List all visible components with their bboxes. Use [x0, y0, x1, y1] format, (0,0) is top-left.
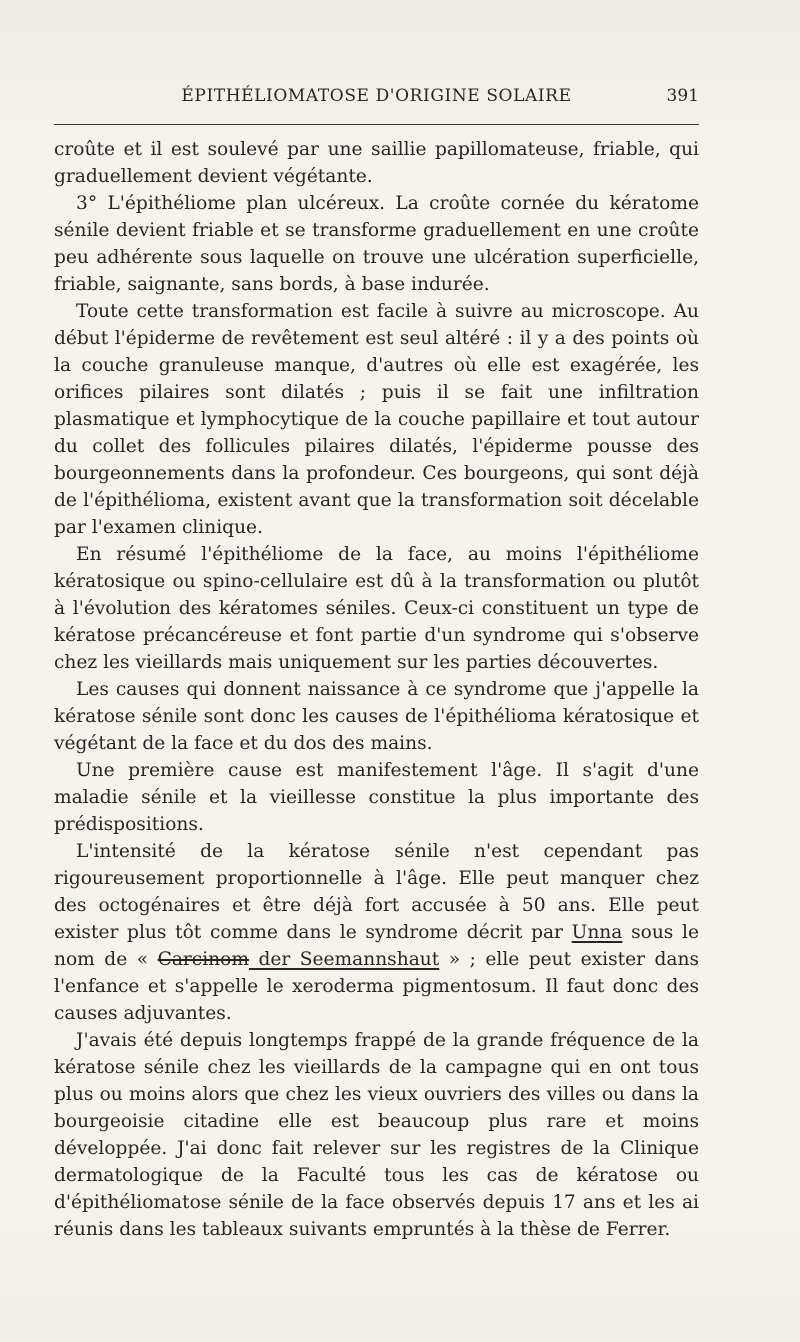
paragraph-2: 3° L'épithéliome plan ulcéreux. La croûte cornée du kératome sénile devient friable et se transforme graduellement en une croûte peu adhérente sous laquelle on trouve une ulcération superficielle, friable, saignante, sans bords, à base indurée. [54, 193, 699, 295]
header-rule [54, 124, 699, 125]
paragraph-8: J'avais été depuis longtemps frappé de la grande fréquence de la kératose sénile chez les vieillards de la campagne qui en ont tous plus ou moins alors que chez les vieux ouvriers des villes ou dans la bourgeoisie citadine elle est beaucoup plus rare et moins développée. J'ai donc fait relever sur les registres de la Clinique dermatologique de la Faculté tous les cas de kératose ou d'épithéliomatose sénile de la face observés depuis 17 ans et les ai réunis dans les tableaux suivants empruntés à la thèse de Ferrer. [54, 1030, 699, 1240]
author-name-unna: Unna [571, 922, 623, 943]
body-text [54, 136, 699, 1243]
paragraph-4: En résumé l'épithéliome de la face, au moins l'épithéliome kératosique ou spino-cellulaire est dû à la transformation ou plutôt à l'évolution des kératomes séniles. Ceux-ci constituent un type de kératose précancéreuse et font partie d'un syndrome qui s'observe chez les vieillards mais uniquement sur les parties découvertes. [54, 544, 699, 673]
term-seemannshaut: der Seemannshaut [248, 949, 440, 970]
paragraph-7-part-1: L'intensité de la kératose sénile n'est cependant pas rigoureusement proportionnelle à l'âge. Elle peut manquer chez des octogénaires et être déjà fort accusée à 50 ans. Elle peut exister plus tôt comme dans le syndrome décrit par [54, 841, 699, 943]
paragraph-5: Les causes qui donnent naissance à ce syndrome que j'appelle la kératose sénile sont donc les causes de l'épithélioma kératosique et végétant de la face et du dos des mains. [54, 679, 699, 754]
paragraph-1: croûte et il est soulevé par une saillie papillomateuse, friable, qui graduellement devient végétante. [54, 139, 699, 187]
paragraph-7-part-3: » ; elle peut exister dans l'enfance et s'appelle le xeroderma pigmentosum. Il faut donc des causes adjuvantes. [54, 949, 699, 1024]
paragraph-7 [54, 838, 699, 1027]
paragraph-3: Toute cette transformation est facile à suivre au microscope. Au début l'épiderme de revêtement est seul altéré : il y a des points où la couche granuleuse manque, d'autres où elle est exagérée, les orifices pilaires sont dilatés ; puis il se fait une infiltration plasmatique et lymphocytique de la couche papillaire et tout autour du collet des follicules pilaires dilatés, l'épiderme pousse des bourgeonnements dans la profondeur. Ces bourgeons, qui sont déjà de l'épithélioma, existent avant que la transformation soit décelable par l'examen clinique. [54, 301, 699, 538]
paragraph-7-part-2: sous le nom de « [54, 922, 699, 970]
paragraph-6: Une première cause est manifestement l'âge. Il s'agit d'une maladie sénile et la vieillesse constitue la plus importante des prédispositions. [54, 760, 699, 835]
running-title: ÉPITHÉLIOMATOSE D'ORIGINE SOLAIRE [181, 86, 572, 106]
struck-term: Carcinom [157, 949, 249, 970]
running-header [54, 86, 699, 110]
page-number: 391 [666, 86, 699, 106]
